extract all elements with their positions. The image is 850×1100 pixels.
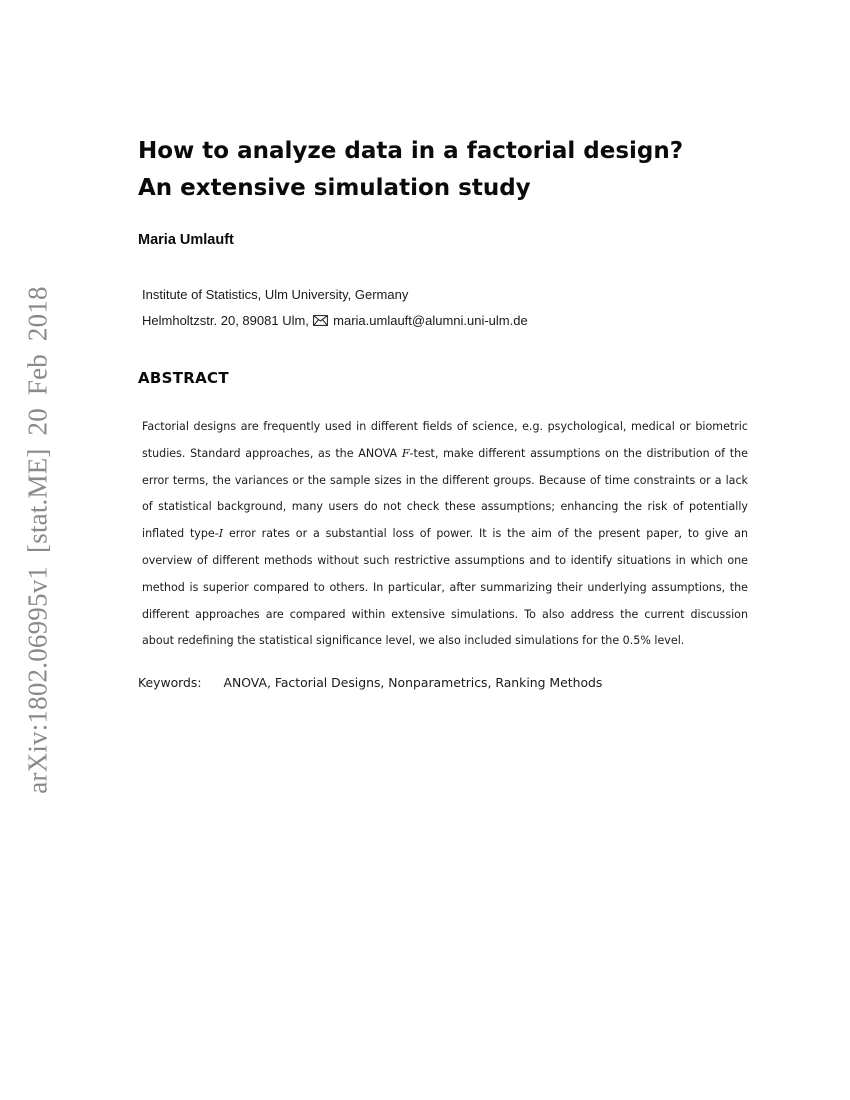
envelope-icon xyxy=(313,315,328,326)
abstract-heading: ABSTRACT xyxy=(138,369,229,387)
keywords-label: Keywords: xyxy=(138,675,202,690)
math-symbol-f: F xyxy=(401,446,410,460)
keywords-line xyxy=(138,675,602,690)
keywords-list: ANOVA, Factorial Designs, Nonparametrics, Ranking Methods xyxy=(223,675,603,690)
math-symbol-i: I xyxy=(218,527,224,541)
abstract-text-part-2: -test, make different assumptions on the distribution of the error terms, the variances or the sample sizes in the different groups. Because of time constraints or a lack of statistical background, many users do not check these assumptions; enhancing the risk of potentially inflated type- xyxy=(142,446,748,541)
author-address-line xyxy=(142,313,528,328)
paper-title xyxy=(138,133,683,207)
author-email[interactable]: maria.umlauft@alumni.uni-ulm.de xyxy=(333,313,528,328)
abstract-text-part-3: error rates or a substantial loss of power. It is the aim of the present paper, to give an overview of different methods without such restrictive assumptions and to identify situations in which one method is superior compared to others. In particular, after summarizing their underlying assumptions, the different approaches are compared within extensive simulations. To also address the current discussion about redefining the statistical significance level, we also included simulations for the 0.5% level. xyxy=(142,527,748,648)
abstract-body xyxy=(142,414,748,655)
paper-title-line-2: An extensive simulation study xyxy=(138,175,531,201)
author-address: Helmholtzstr. 20, 89081 Ulm, xyxy=(142,313,309,328)
author-affiliation: Institute of Statistics, Ulm University, Germany xyxy=(142,287,409,302)
paper-title-line-1: How to analyze data in a factorial design? xyxy=(138,138,684,164)
abstract-text-part-1: Factorial designs are frequently used in different fields of science, e.g. psychological, medical or biometric studies. Standard approaches, as the ANOVA xyxy=(142,420,748,460)
arxiv-identifier-stamp: arXiv:1802.06995v1 [stat.ME] 20 Feb 2018 xyxy=(22,286,53,794)
author-name: Maria Umlauft xyxy=(138,232,234,248)
